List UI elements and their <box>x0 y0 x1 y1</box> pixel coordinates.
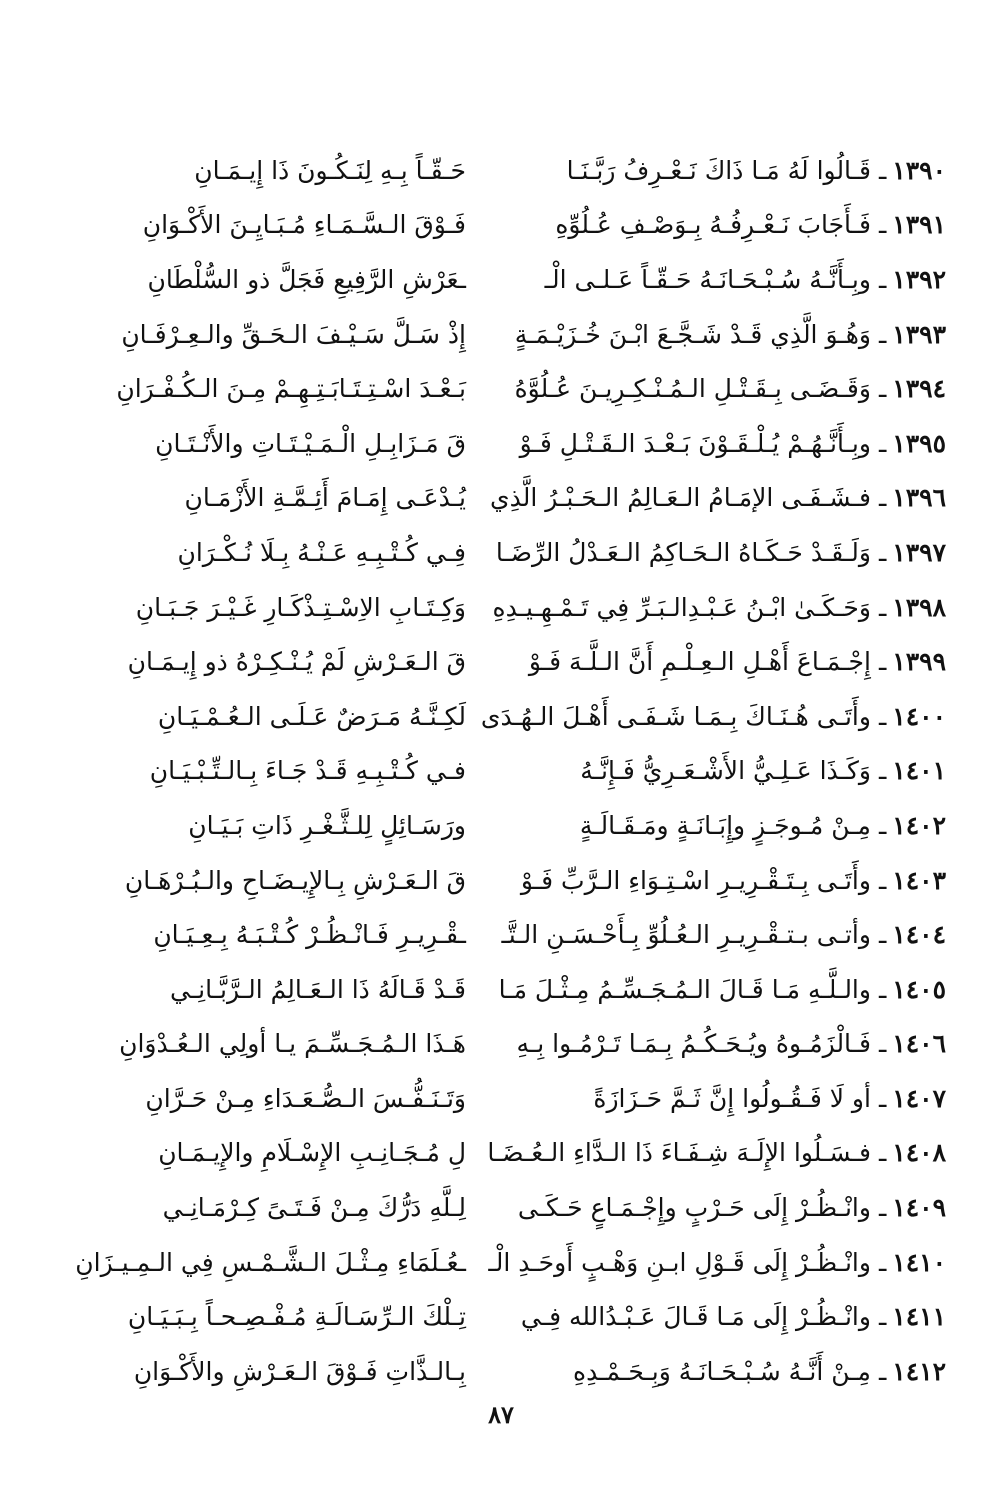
verse-row <box>66 252 946 307</box>
verse-separator: ـ <box>878 974 887 1004</box>
verse-row <box>66 1017 946 1072</box>
second-hemistich: هَـذَا الـمُـجَـسِّـمَ يـا أولِي الـعُـدْوَانِ <box>119 1029 466 1059</box>
verse-separator: ـ <box>878 810 887 840</box>
first-hemistich-text: أو لَا فَـقُـولُوا إِنَّ ثَـمَّ حَـزَازَةً <box>593 1083 871 1113</box>
first-hemistich-text: وأَتَـى بِـتَـقْـرِيـرِ اسْـتِـوَاءِ الـرَّبِّ فَـوْ <box>520 865 871 895</box>
verse-separator: ـ <box>878 647 887 677</box>
verse-number: ١٤٠٣ <box>892 865 946 895</box>
second-hemistich: قَ الـعَـرْشِ لَمْ يُـنْـكِـرْهُ ذو إِيـمَـانِ <box>127 647 466 677</box>
first-hemistich-text: وبِـأَنَّـهُـمْ يُـلْـقَـوْنَ بَـعْـدَ الـقَـتْـلِ فَـوْ <box>519 428 871 458</box>
verse-separator: ـ <box>878 865 887 895</box>
verse-separator: ـ <box>878 1247 887 1277</box>
first-hemistich <box>486 210 946 240</box>
first-hemistich-text: وَهُـوَ الَّذِي قَـدْ شَـجَّـعَ ابْـنَ خُـزَيْـمَـةٍ <box>514 319 871 349</box>
first-hemistich <box>486 647 946 677</box>
verse-row <box>66 471 946 526</box>
first-hemistich-text: وَلَـقَـدْ حَـكَـاهُ الـحَـاكِمُ الـعَـدْلُ الرِّضَـا <box>495 537 871 567</box>
first-hemistich <box>486 865 946 895</box>
verse-row <box>66 307 946 362</box>
second-hemistich: لِـلَّهِ دَرُّكَ مِـنْ فَـتَـىً كِـرْمَـانِـي <box>162 1193 466 1223</box>
verse-separator: ـ <box>878 1302 887 1332</box>
first-hemistich-text: والـلَّـهِ مَـا قَـالَ الـمُـجَـسِّـمُ مِـثْـلَ مَـا <box>498 974 871 1004</box>
first-hemistich-text: وَحَـكَـىٰ ابْـنُ عَـبْـدِالـبَـرِّ فِي تَـمْـهِـيـدِهِ <box>492 592 871 622</box>
verse-separator: ـ <box>878 756 887 786</box>
verse-separator: ـ <box>878 1083 887 1113</box>
first-hemistich <box>486 974 946 1004</box>
first-hemistich <box>486 1247 946 1277</box>
verse-separator: ـ <box>878 1193 887 1223</box>
first-hemistich <box>486 1193 946 1223</box>
verse-row <box>66 744 946 799</box>
verse-number: ١٤١٠ <box>892 1247 946 1277</box>
verse-separator: ـ <box>878 428 887 458</box>
verse-separator: ـ <box>878 1138 887 1168</box>
second-hemistich: ـقْـرِيـرِ فَـانْـظُـرْ كُـتْـبَـهُ بِـعِـيَـانِ <box>153 920 466 950</box>
verse-row <box>66 1235 946 1290</box>
second-hemistich: قَـدْ قَـالَهُ ذَا الـعَـالِمُ الـرَّبَّـانِـي <box>169 974 466 1004</box>
first-hemistich-text: وأَتَـى هُـنَـاكَ بِـمَـا شَـفَـى أَهْـلَ الـهُـدَى <box>480 701 871 731</box>
verse-separator: ـ <box>878 374 887 404</box>
verse-number: ١٣٩٢ <box>892 264 946 294</box>
first-hemistich <box>486 264 946 294</box>
verse-separator: ـ <box>878 592 887 622</box>
verse-row <box>66 689 946 744</box>
verse-number: ١٣٩٩ <box>892 647 946 677</box>
page-number: ٨٧ <box>488 1400 514 1429</box>
verse-row <box>66 634 946 689</box>
second-hemistich: ـعُـلَمَاءِ مِـثْـلَ الـشَّـمْـسِ فِي الـمِـيـزَانِ <box>75 1247 466 1277</box>
verse-row <box>66 416 946 471</box>
verse-number: ١٤٠٢ <box>892 810 946 840</box>
first-hemistich <box>486 810 946 840</box>
verse-row <box>66 1071 946 1126</box>
first-hemistich-text: فـشَـفَـى الإمَـامُ الـعَـالِمُ الـحَـبْـرُ الَّذِي <box>490 483 871 513</box>
second-hemistich: يُـدْعَـى إِمَـامَ أَئِـمَّـةِ الأَزْمَـانِ <box>184 483 466 513</box>
verse-separator: ـ <box>878 1029 887 1059</box>
verse-number: ١٣٩٤ <box>892 374 946 404</box>
verse-row <box>66 1289 946 1344</box>
second-hemistich: تِـلْكَ الـرِّسَـالَـةِ مُـفْـصِـحـاً بِـبَـيَـانِ <box>127 1302 466 1332</box>
verse-number: ١٣٩٧ <box>892 537 946 567</box>
first-hemistich <box>486 319 946 349</box>
first-hemistich <box>480 701 946 731</box>
second-hemistich: حَـقّـاً بِـهِ لِنَـكُـونَ ذَا إِيـمَـانِ <box>194 155 466 185</box>
first-hemistich-text: وانْـظُـرْ إِلَى مَـا قَـالَ عَـبْـدُالله فِـي <box>520 1302 871 1332</box>
first-hemistich-text: وَقَـضَـى بِـقَـتْـلِ الـمُـنْـكِـرِيـنَ عُـلُوَّهُ <box>514 374 871 404</box>
first-hemistich <box>486 1356 946 1386</box>
verse-row <box>66 143 946 198</box>
first-hemistich-text: وأتـى بـتـقْـرِيـرِ الـعُـلُوِّ بِـأَحْـسَـنِ الـتَّـ <box>501 920 871 950</box>
first-hemistich <box>486 537 946 567</box>
verse-separator: ـ <box>878 210 887 240</box>
first-hemistich <box>486 592 946 622</box>
first-hemistich <box>486 756 946 786</box>
first-hemistich <box>486 155 946 185</box>
first-hemistich <box>486 374 946 404</box>
verse-number: ١٣٩٠ <box>892 155 946 185</box>
verse-number: ١٤٠٨ <box>892 1138 946 1168</box>
verse-row <box>66 1344 946 1399</box>
verse-number: ١٤١٢ <box>892 1356 946 1386</box>
first-hemistich-text: وانْـظُـرْ إِلَى حَـرْبٍ وإِجْـمَـاعٍ حَـكَـى <box>517 1193 871 1223</box>
verse-number: ١٣٩٦ <box>892 483 946 513</box>
second-hemistich: وَكِـتَـابِ الاِسْـتِـذْكَـارِ غَـيْـرَ جَـبَـانِ <box>135 592 466 622</box>
second-hemistich: ـعَرْشِ الرَّفِيعِ فَجَلَّ ذو السُّلْطَانِ <box>147 264 466 294</box>
first-hemistich <box>486 483 946 513</box>
first-hemistich-text: وبِـأَنَّـهُ سُـبْـحَـانَـهُ حَـقّـاً عَـلـى الْـ <box>544 264 871 294</box>
verse-separator: ـ <box>878 264 887 294</box>
verse-number: ١٤٠٠ <box>892 701 946 731</box>
poem-body <box>66 143 946 1399</box>
verse-separator: ـ <box>878 319 887 349</box>
verse-number: ١٣٩١ <box>892 210 946 240</box>
verse-number: ١٤٠١ <box>892 756 946 786</box>
second-hemistich: لَكِـنَّـهُ مَـرَضٌ عَـلَـى الـعُـمْـيَـانِ <box>157 701 466 731</box>
verse-number: ١٣٩٨ <box>892 592 946 622</box>
first-hemistich-text: فـسَـلُوا الإِلَـهَ شِـفَـاءَ ذَا الـدَّاءِ الـعُـضَـا <box>487 1138 871 1168</box>
verse-number: ١٤٠٤ <box>892 920 946 950</box>
second-hemistich: فـي كُـتْـبِـهِ قَـدْ جَـاءَ بِـالـتِّـبْـيَـانِ <box>149 756 466 786</box>
first-hemistich <box>486 428 946 458</box>
verse-number: ١٤٠٩ <box>892 1193 946 1223</box>
second-hemistich: فَـوْقَ الـسَّـمَـاءِ مُـبَـايِـنَ الأَكْـوَانِ <box>142 210 466 240</box>
verse-separator: ـ <box>878 155 887 185</box>
second-hemistich: فِـي كُـتْـبِـهِ عَـنْـهُ بِـلَا نُـكْـرَانِ <box>177 537 466 567</box>
verse-separator: ـ <box>878 920 887 950</box>
verse-number: ١٣٩٥ <box>892 428 946 458</box>
second-hemistich: قَ الـعَـرْشِ بِـالإِيـضَـاحِ والـبُـرْهَـانِ <box>124 865 466 895</box>
first-hemistich-text: فَـأَجَابَ نَـعْـرِفُـهُ بِـوَصْـفِ عُـلُوِّهِ <box>555 210 871 240</box>
first-hemistich <box>486 1029 946 1059</box>
second-hemistich: ورَسَـائِلٍ لِلـثَّـغْـرِ ذَاتِ بَـيَـانِ <box>188 810 466 840</box>
first-hemistich-text: وانْـظُـرْ إِلَى قَـوْلِ ابـنِ وَهْـبٍ أَوحَـدِ الْـ <box>488 1247 871 1277</box>
second-hemistich: بِـالـذَّاتِ فَـوْقَ الـعَـرْشِ والأَكْـوَانِ <box>133 1356 466 1386</box>
verse-row <box>66 580 946 635</box>
verse-number: ١٤٠٦ <box>892 1029 946 1059</box>
second-hemistich: قَ مَـزَابِـلِ الْـمَـيْـتَـاتِ والأَنْـتَـانِ <box>155 428 466 458</box>
second-hemistich: وَتَـنَـفُّـسَ الـصُّـعَـدَاءِ مِـنْ حَـرَّانِ <box>145 1083 466 1113</box>
verse-row <box>66 198 946 253</box>
verse-row <box>66 962 946 1017</box>
first-hemistich-text: قَـالُوا لَهُ مَـا ذَاكَ نَـعْـرِفُ رَبَّـنَـا <box>566 155 871 185</box>
verse-separator: ـ <box>878 701 887 731</box>
verse-number: ١٤٠٧ <box>892 1083 946 1113</box>
verse-number: ١٤١١ <box>892 1302 946 1332</box>
second-hemistich: بَـعْـدَ اسْـتِـتَـابَـتِـهِـمْ مِـنَ الـكُـفْـرَانِ <box>116 374 466 404</box>
first-hemistich-text: مِـنْ مُـوجَـزٍ وإِبَـانَـةٍ ومَـقَـالَـةٍ <box>579 810 871 840</box>
verse-separator: ـ <box>878 1356 887 1386</box>
verse-row <box>66 1126 946 1181</box>
first-hemistich <box>486 1083 946 1113</box>
verse-row <box>66 1180 946 1235</box>
verse-separator: ـ <box>878 483 887 513</box>
first-hemistich-text: إِجْـمَـاعَ أَهْـلِ الـعِـلْـمِ أَنَّ الـلَّـهَ فَـوْ <box>528 647 871 677</box>
first-hemistich-text: مِـنْ أَنَّـهُ سُـبْـحَـانَـهُ وَبِـحَـمْـدِهِ <box>573 1356 871 1386</box>
verse-row <box>66 361 946 416</box>
first-hemistich-text: فَـالْزَمُـوهُ ويُـحَـكُـمُ بِـمَـا تَـرْمُـوا بِـهِ <box>516 1029 871 1059</box>
first-hemistich <box>486 1138 946 1168</box>
first-hemistich-text: وَكَـذَا عَـلِـيُّ الأَشْـعَـرِيُّ فَـإِنَّـهُ <box>580 756 871 786</box>
second-hemistich: لِ مُـجَـانِـبِ الإِسْـلَامِ والإِيـمَـانِ <box>158 1138 466 1168</box>
verse-row <box>66 798 946 853</box>
verse-number: ١٤٠٥ <box>892 974 946 1004</box>
verse-row <box>66 525 946 580</box>
verse-row <box>66 853 946 908</box>
verse-separator: ـ <box>878 537 887 567</box>
second-hemistich: إِذْ سَـلَّ سَـيْـفَ الـحَـقِّ والـعِـرْفَـانِ <box>121 319 466 349</box>
first-hemistich <box>486 920 946 950</box>
verse-row <box>66 907 946 962</box>
verse-number: ١٣٩٣ <box>892 319 946 349</box>
first-hemistich <box>486 1302 946 1332</box>
